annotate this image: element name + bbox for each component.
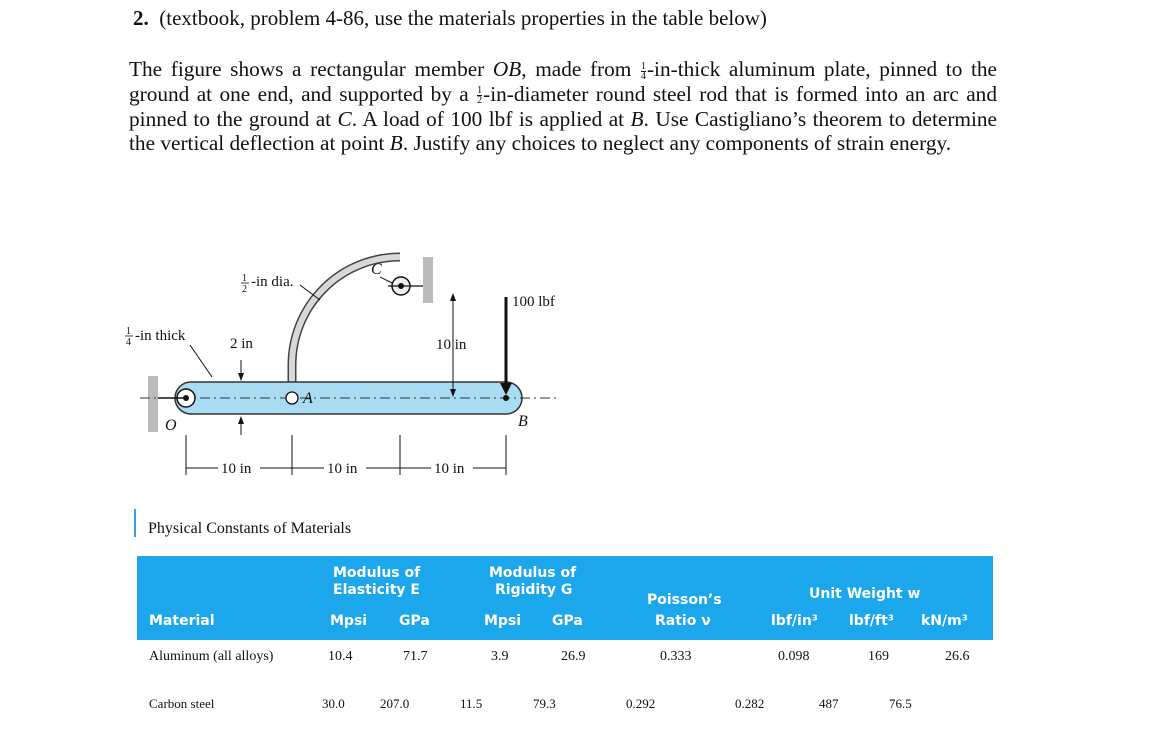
frac-den: 4 [640, 70, 646, 82]
cell-g-mpsi: 3.9 [491, 649, 509, 664]
th-mod-e-2: Elasticity E [333, 582, 420, 598]
thick-leader [190, 345, 212, 377]
frac-num: 1 [477, 85, 483, 97]
table-title: Physical Constants of Materials [134, 509, 351, 537]
cell-e-gpa: 207.0 [380, 696, 410, 711]
pin-a [286, 392, 298, 404]
c-leader [380, 277, 392, 283]
rod-dia-den: 2 [242, 284, 247, 295]
point-b-fig-label: B [518, 413, 528, 430]
problem-number: 2. [133, 6, 149, 30]
frac-den: 2 [477, 95, 483, 107]
th-kn-m3: kN/m³ [921, 613, 968, 629]
cell-w-kn: 76.5 [889, 696, 912, 711]
th-mod-e-1: Modulus of [333, 565, 421, 581]
arrowhead [238, 373, 244, 381]
stmt-part: -in-diameter round steel rod that is formed into an arc and pinned to the ground at [129, 81, 997, 131]
steel-rod-outer [292, 257, 400, 394]
th-mod-g-1: Modulus of [489, 565, 577, 581]
cell-w-ft: 169 [868, 649, 889, 664]
fraction-thickness [641, 62, 646, 81]
problem-statement [129, 57, 997, 156]
cell-nu: 0.333 [660, 649, 692, 664]
rod-dia-num: 1 [242, 273, 247, 284]
arrowhead [238, 416, 244, 424]
cell-w-ft: 487 [819, 696, 839, 711]
cell-w-kn: 26.6 [945, 649, 970, 664]
cell-nu: 0.292 [626, 696, 656, 711]
height-label: 10 in [436, 337, 467, 353]
cell-w-in: 0.098 [778, 649, 810, 664]
stmt-part: . A load of 100 lbf is applied at [351, 106, 631, 131]
th-e-gpa: GPa [399, 613, 430, 629]
fraction-diameter [477, 86, 482, 105]
point-b-label: B [630, 106, 644, 131]
cell-g-mpsi: 11.5 [460, 696, 483, 711]
point-b-dot [503, 395, 509, 401]
ground-o [148, 376, 158, 432]
th-material: Material [149, 613, 215, 629]
member-label: OB [492, 57, 522, 81]
stmt-part: , made from [521, 57, 640, 81]
problem-heading-text: (textbook, problem 4-86, use the materials properties in the table below) [159, 6, 767, 30]
dim-label-2: 10 in [327, 461, 358, 477]
cell-material: Carbon steel [149, 696, 215, 711]
point-c-fig-label: C [371, 261, 382, 278]
cell-g-gpa: 79.3 [533, 696, 556, 711]
steel-rod [292, 257, 400, 394]
dim-label-3: 10 in [434, 461, 465, 477]
cell-g-gpa: 26.9 [561, 649, 586, 664]
th-g-gpa: GPa [552, 613, 583, 629]
cell-w-in: 0.282 [735, 696, 765, 711]
stmt-part: . Justify any choices to neglect any components of strain energy. [402, 131, 952, 156]
dim-label-1: 10 in [221, 461, 252, 477]
th-poisson-1: Poisson’s [647, 592, 722, 608]
frac-num: 1 [640, 60, 646, 72]
width-label: 2 in [230, 336, 253, 352]
point-b-label: B [389, 131, 403, 156]
thick-label: -in thick [135, 328, 186, 344]
thick-num: 1 [126, 326, 131, 337]
problem-heading [133, 6, 767, 31]
table-header [137, 556, 993, 640]
th-mod-g-2: Rigidity G [495, 582, 573, 598]
beam-figure [120, 235, 590, 495]
cell-e-mpsi: 10.4 [328, 649, 353, 664]
th-e-mpsi: Mpsi [330, 613, 368, 629]
arrowhead [450, 293, 456, 301]
thick-den: 4 [126, 337, 131, 348]
point-c-label: C [337, 106, 352, 131]
th-unit-weight: Unit Weight w [809, 586, 921, 602]
stmt-part: . Use Castigliano’s theorem to determine the vertical deflection at point [129, 106, 997, 156]
point-o-fig-label: O [165, 417, 177, 434]
cell-e-gpa: 71.7 [403, 649, 428, 664]
cell-e-mpsi: 30.0 [322, 696, 345, 711]
ground-c [423, 257, 433, 303]
th-g-mpsi: Mpsi [484, 613, 522, 629]
point-a-fig-label: A [303, 390, 313, 407]
th-lbf-in3: lbf/in³ [771, 613, 818, 629]
rod-dia-label: -in dia. [251, 274, 294, 290]
cell-material: Aluminum (all alloys) [149, 649, 274, 664]
th-poisson-2: Ratio ν [655, 613, 711, 629]
th-lbf-ft3: lbf/ft³ [849, 613, 894, 629]
stmt-part: The figure shows a rectangular member [129, 57, 493, 81]
load-label: 100 lbf [512, 294, 555, 310]
stmt-part: -in-thick aluminum plate, pinned to the ground at one end, and supported by a [129, 57, 997, 106]
